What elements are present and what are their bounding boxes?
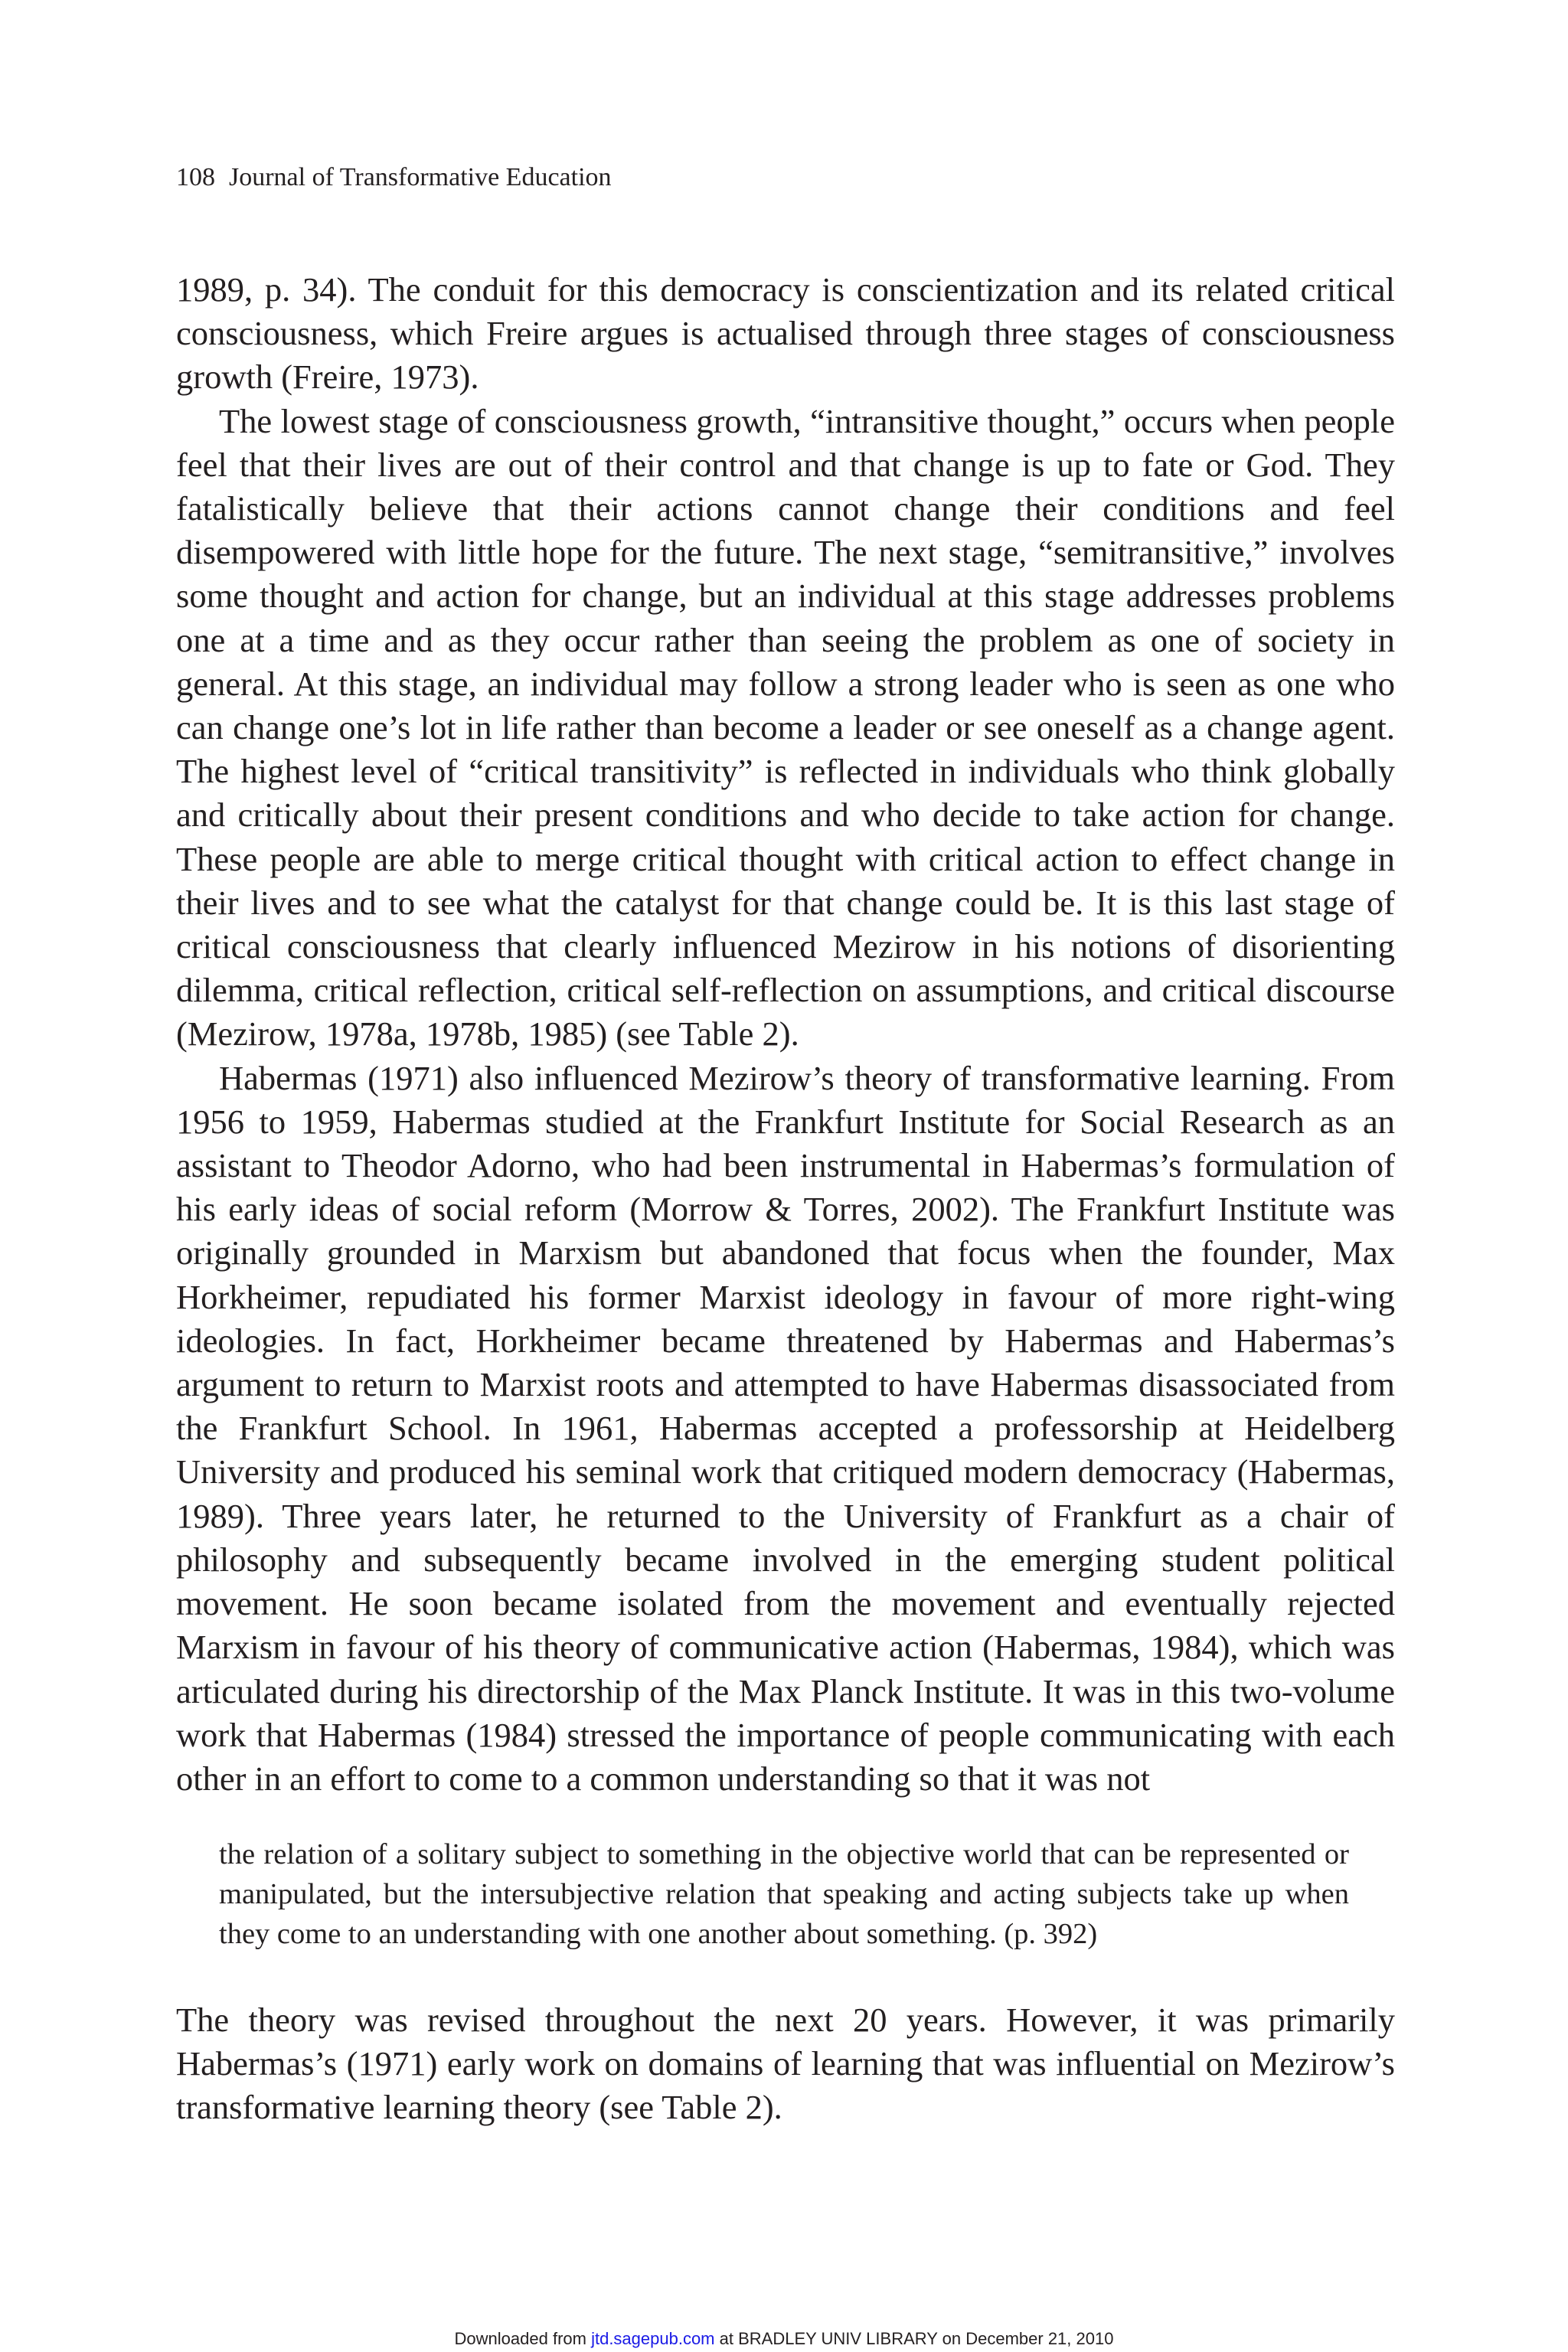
footer-suffix: at BRADLEY UNIV LIBRARY on December 21, 2010 bbox=[714, 2329, 1114, 2348]
paragraph-freire-stages: The lowest stage of consciousness growth, “intransitive thought,” occurs when people feel that their lives are out of their control and that change is up to fate or God. They fatalistically believe that their actions cannot change their conditions and feel disempowered with little hope for the future. The next stage, “semitransitive,” involves some thought and action for change, but an individual at this stage addresses problems one at a time and as they occur rather than seeing the problem as one of society in general. At this stage, an individual may follow a strong leader who is seen as one who can change one’s lot in life rather than become a leader or see oneself as a change agent. The highest level of “critical transitivity” is reflected in individuals who think globally and critically about their present conditions and who decide to take action for change. These people are able to merge critical thought with critical action to effect change in their lives and to see what the catalyst for that change could be. It is this last stage of critical consciousness that clearly influenced Mezirow in his notions of disorienting dilemma, critical reflection, critical self-reflection on assumptions, and critical discourse (Mezirow, 1978a, 1978b, 1985) (see Table 2). bbox=[176, 401, 1395, 1054]
paragraph-continuation: 1989, p. 34). The conduit for this democracy is conscientization and its related critical consciousness, which Freire argues is actualised through three stages of consciousness growth (Freire, 1973). bbox=[176, 270, 1395, 397]
paragraph-habermas: Habermas (1971) also influenced Mezirow’s theory of transformative learning. From 1956 to 1959, Habermas studied at the Frankfurt Institute for Social Research as an assistant to Theodor Adorno, who had been instrumental in Habermas’s formulation of his early ideas of social reform (Morrow & Torres, 2002). The Frankfurt Institute was originally grounded in Marxism but abandoned that focus when the founder, Max Horkheimer, repudiated his former Marxist ideology in favour of more right-wing ideologies. In fact, Horkheimer became threatened by Habermas and Habermas’s argument to return to Marxist roots and attempted to have Habermas disassociated from the Frankfurt School. In 1961, Habermas accepted a professorship at Heidelberg University and produced his seminal work that critiqued modern democracy (Habermas, 1989). Three years later, he returned to the University of Frankfurt as a chair of philosophy and subsequently became involved in the emerging student political movement. He soon became isolated from the movement and eventually rejected Marxism in favour of his theory of communicative action (Habermas, 1984), which was articulated during his directorship of the Max Planck Institute. It was in this two-volume work that Habermas (1984) stressed the importance of people communicating with each other in an effort to come to a common understanding so that it was not bbox=[176, 1058, 1395, 1798]
block-quote: the relation of a solitary subject to something in the objective world that can be represented or manipulated, but the intersubjective relation that speaking and acting subjects take up when they come to an understanding with one another about something. (p. 392) bbox=[219, 1838, 1349, 1950]
journal-title: Journal of Transformative Education bbox=[229, 163, 612, 191]
running-head bbox=[176, 159, 612, 196]
page-number: 108 bbox=[176, 163, 215, 191]
footer-link[interactable]: jtd.sagepub.com bbox=[591, 2329, 715, 2348]
body-text-block bbox=[176, 268, 1395, 1801]
closing-text-block bbox=[176, 1998, 1395, 2130]
footer-prefix: Downloaded from bbox=[454, 2329, 592, 2348]
download-footer bbox=[0, 2329, 1568, 2349]
paragraph-closing: The theory was revised throughout the next 20 years. However, it was primarily Habermas’s (1971) early work on domains of learning that was influential on Mezirow’s transformative learning theory (see Table 2). bbox=[176, 2001, 1395, 2127]
